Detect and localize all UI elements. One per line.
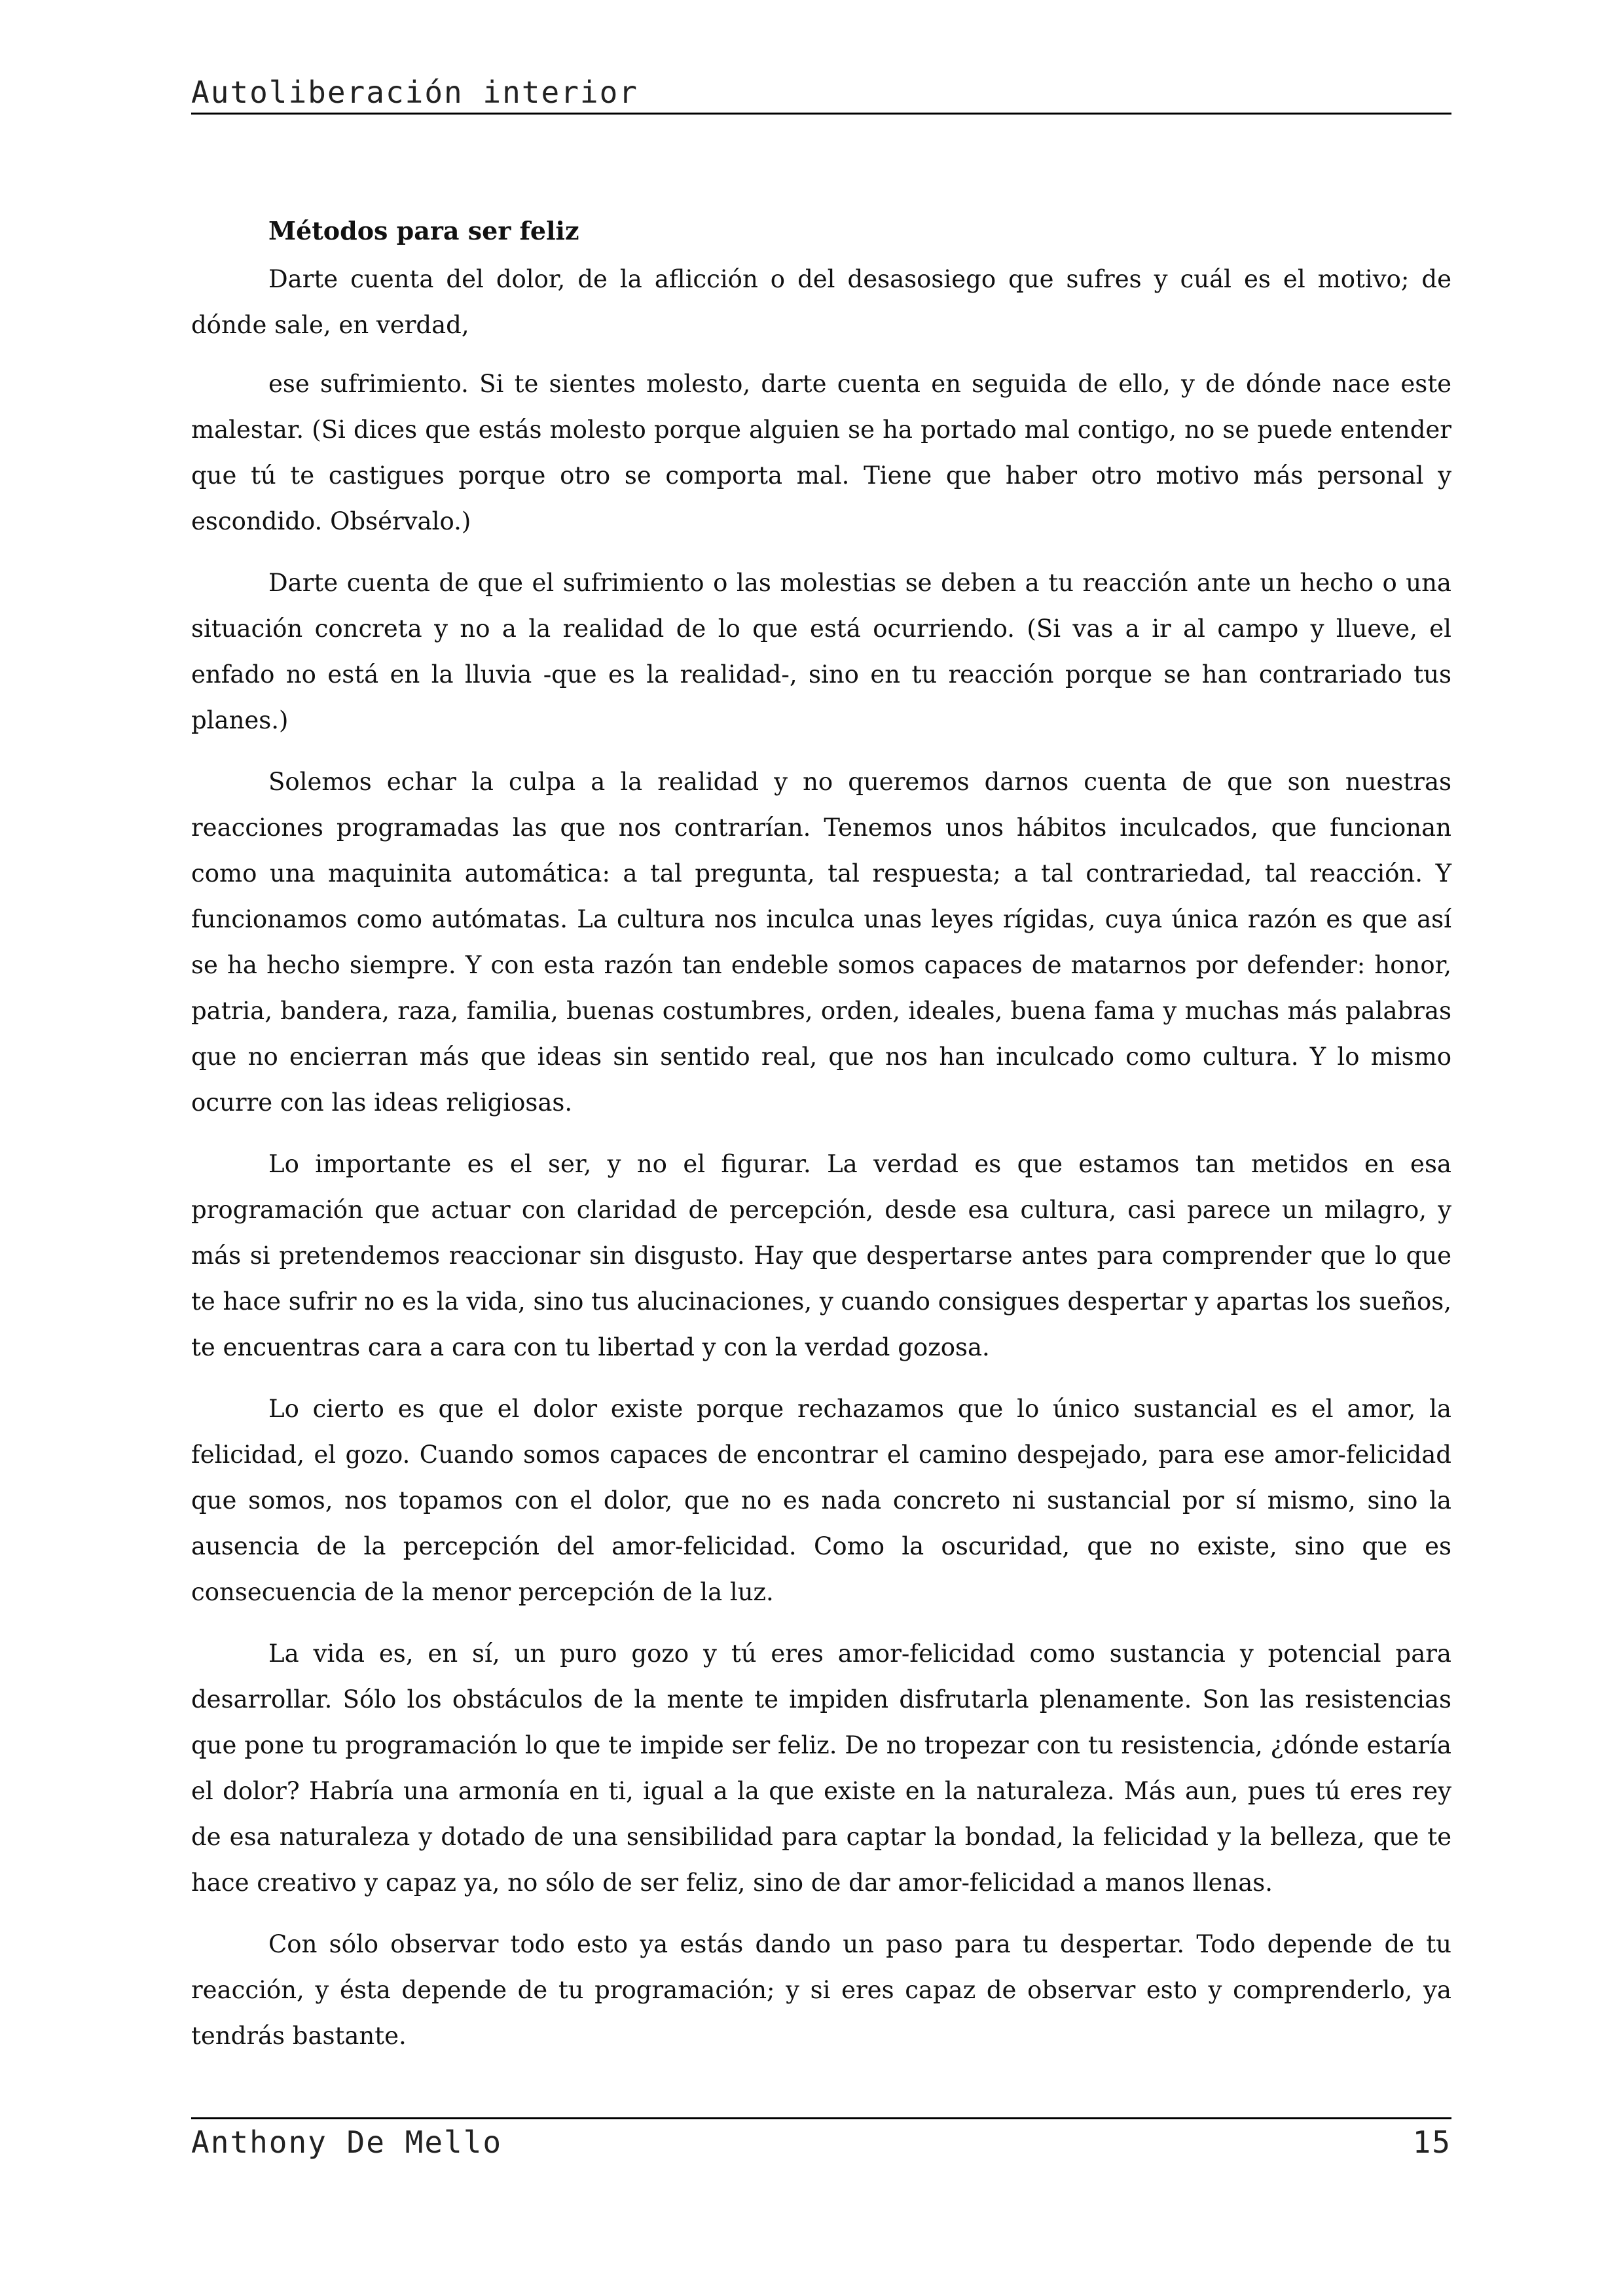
book-title: Autoliberación interior (191, 75, 638, 110)
paragraph: Solemos echar la culpa a la realidad y no queremos darnos cuenta de que son nuestras reacciones programadas las que nos contrarían. Tenemos unos hábitos inculcados, que funcionan como una maquinita automática: a tal pregunta, tal respuesta; a tal contrariedad, tal reacción. Y funcionamos como autómatas. La cultura nos inculca unas leyes rígidas, cuya única razón es que así se ha hecho siempre. Y con esta razón tan endeble somos capaces de matarnos por defender: honor, patria, bandera, raza, familia, buenas costumbres, orden, ideales, buena fama y muchas más palabras que no encierran más que ideas sin sentido real, que nos han inculcado como cultura. Y lo mismo ocurre con las ideas religiosas. (191, 768, 1451, 1117)
paragraph: Darte cuenta del dolor, de la aflicción o del desasosiego que sufres y cuál es el motivo; de dónde sale, en verdad, (191, 265, 1451, 339)
running-header (191, 73, 1451, 115)
paragraph: La vida es, en sí, un puro gozo y tú eres amor-felicidad como sustancia y potencial para desarrollar. Sólo los obstáculos de la mente te impiden disfrutarla plenamente. Son las resistencias que pone tu programación lo que te impide ser feliz. De no tropezar con tu resistencia, ¿dónde estaría el dolor? Habría una armonía en ti, igual a la que existe en la naturaleza. Más aun, pues tú eres rey de esa naturaleza y dotado de una sensibilidad para captar la bondad, la felicidad y la belleza, que te hace creativo y capaz ya, no sólo de ser feliz, sino de dar amor-felicidad a manos llenas. (191, 1640, 1451, 1897)
paragraph: Lo importante es el ser, y no el figurar. La verdad es que estamos tan metidos en esa programación que actuar con claridad de percepción, desde esa cultura, casi parece un milagro, y más si pretendemos reaccionar sin disgusto. Hay que despertarse antes para comprender que lo que te hace sufrir no es la vida, sino tus alucinaciones, y cuando consigues despertar y apartas los sueños, te encuentras cara a cara con tu libertad y con la verdad gozosa. (191, 1150, 1451, 1361)
paragraph: Con sólo observar todo esto ya estás dando un paso para tu despertar. Todo depende de tu reacción, y ésta depende de tu programación; y si eres capaz de observar esto y comprenderlo, ya tendrás bastante. (191, 1930, 1451, 2050)
paragraph: ese sufrimiento. Si te sientes molesto, darte cuenta en seguida de ello, y de dónde nace este malestar. (Si dices que estás molesto porque alguien se ha portado mal contigo, no se puede entender que tú te castigues porque otro se comporta mal. Tiene que haber otro motivo más personal y escondido. Obsérvalo.) (191, 370, 1451, 535)
page-number: 15 (1412, 2125, 1451, 2160)
body-text (191, 208, 1451, 2075)
paragraph: Darte cuenta de que el sufrimiento o las molestias se deben a tu reacción ante un hecho o una situación concreta y no a la realidad de lo que está ocurriendo. (Si vas a ir al campo y llueve, el enfado no está en la lluvia -que es la realidad-, sino en tu reacción porque se han contrariado tus planes.) (191, 569, 1451, 734)
running-footer (191, 2117, 1451, 2165)
section-title: Métodos para ser feliz (268, 216, 579, 245)
paragraph: Lo cierto es que el dolor existe porque rechazamos que lo único sustancial es el amor, la felicidad, el gozo. Cuando somos capaces de encontrar el camino despejado, para ese amor-felicidad que somos, nos topamos con el dolor, que no es nada concreto ni sustancial por sí mismo, sino la ausencia de la percepción del amor-felicidad. Como la oscuridad, que no existe, sino que es consecuencia de la menor percepción de la luz. (191, 1395, 1451, 1606)
author-name: Anthony De Mello (191, 2125, 503, 2160)
